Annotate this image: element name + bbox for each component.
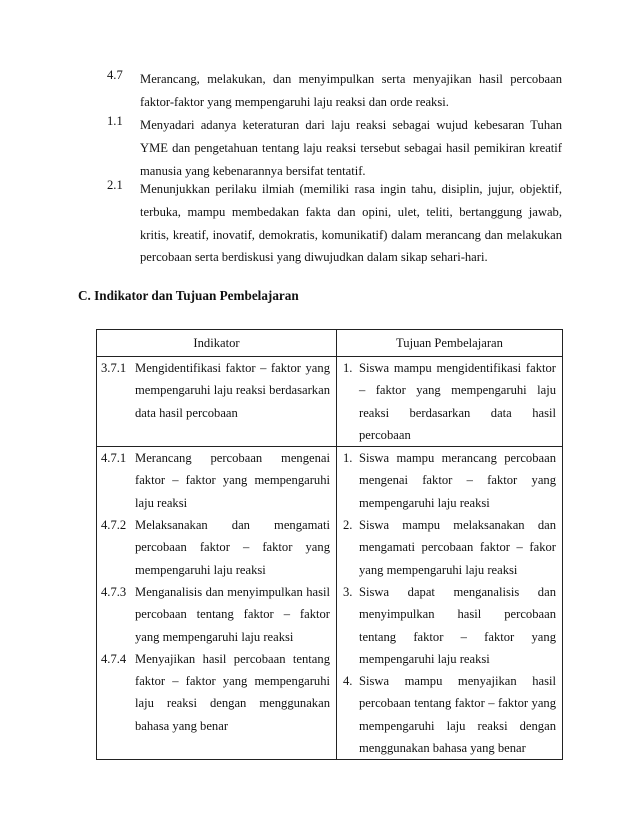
indicator-item [97,514,336,581]
competency-item [107,178,562,269]
competency-number: 4.7 [107,68,123,82]
indicator-text: Mengidentifikasi faktor – faktor yang mempengaruhi laju reaksi berdasarkan data hasil percobaan [135,361,330,420]
objective-text: Siswa mampu mengidentifikasi faktor – faktor yang mempengaruhi laju reaksi berdasarkan data hasil percobaan [359,361,556,442]
competency-text: Menunjukkan perilaku ilmiah (memiliki rasa ingin tahu, disiplin, jujur, objektif, terbuka, mampu membedakan fakta dan opini, ulet, teliti, bertanggung jawab, kritis, kreatif, inovatif, demokratis, komunikatif) dalam merancang dan melakukan percobaan serta berdiskusi yang diwujudkan dalam sikap sehari-hari. [140,182,562,265]
objective-text: Siswa dapat menganalisis dan menyimpulkan hasil percobaan tentang faktor – faktor yang mempengaruhi laju reaksi [359,584,556,666]
objective-number: 2. [343,518,353,533]
table-header-row [97,330,563,357]
objective-item [337,357,562,446]
indicator-text: Melaksanakan dan mengamati percobaan faktor – faktor yang mempengaruhi laju reaksi [135,518,330,577]
section-title: C. Indikator dan Tujuan Pembelajaran [78,288,299,303]
competency-number: 1.1 [107,114,123,128]
indicator-text: Merancang percobaan mengenai faktor – faktor yang mempengaruhi laju reaksi [135,451,330,510]
competency-number: 2.1 [107,178,123,192]
table-row [97,357,563,447]
indicator-text: Menyajikan hasil percobaan tentang faktor – faktor yang mempengaruhi laju reaksi dengan menggunakan bahasa yang benar [135,651,330,733]
objective-item [337,581,562,670]
header-indikator: Indikator [97,330,337,357]
objective-text: Siswa mampu melaksanakan dan mengamati percobaan faktor – fakor yang mempengaruhi laju reaksi [359,518,556,577]
competency-item [107,114,562,182]
indicator-text: Menganalisis dan menyimpulkan hasil percobaan tentang faktor – faktor yang mempengaruhi laju reaksi [135,584,330,644]
objective-item [337,447,562,514]
indicator-item [97,648,336,737]
objective-item [337,514,562,581]
indicator-item [97,581,336,648]
objective-text: Siswa mampu merancang percobaan mengenai faktor – faktor yang mempengaruhi laju reaksi [359,451,556,510]
objective-item [337,670,562,759]
indicator-cell [97,357,337,447]
objective-number: 4. [343,674,353,689]
competency-item [107,68,562,114]
objective-cell [337,357,563,447]
objective-text: Siswa mampu menyajikan hasil percobaan tentang faktor – faktor yang mempengaruhi laju reaksi dengan menggunakan bahasa yang benar [359,674,556,756]
objective-number: 1. [343,451,353,466]
competency-text: Merancang, melakukan, dan menyimpulkan serta menyajikan hasil percobaan faktor-faktor yang mempengaruhi laju reaksi dan orde reaksi. [140,72,562,109]
competency-text: Menyadari adanya keteraturan dari laju reaksi sebagai wujud kebesaran Tuhan YME dan pengetahuan tentang laju reaksi tersebut sebagai hasil pemikiran kreatif manusia yang kebenarannya bersifat tentatif. [140,118,562,178]
indicator-item [97,447,336,514]
indicator-number: 4.7.1 [101,451,127,466]
indicator-item [97,357,336,424]
objective-number: 3. [343,584,353,599]
indicator-table [96,329,563,760]
header-tujuan: Tujuan Pembelajaran [337,330,563,357]
indicator-number: 4.7.3 [101,584,127,599]
objective-cell [337,447,563,760]
indicator-number: 4.7.4 [101,651,127,666]
objective-number: 1. [343,361,353,375]
table-row [97,447,563,760]
indicator-number: 4.7.2 [101,518,127,533]
indicator-cell [97,447,337,760]
indicator-number: 3.7.1 [101,361,127,375]
